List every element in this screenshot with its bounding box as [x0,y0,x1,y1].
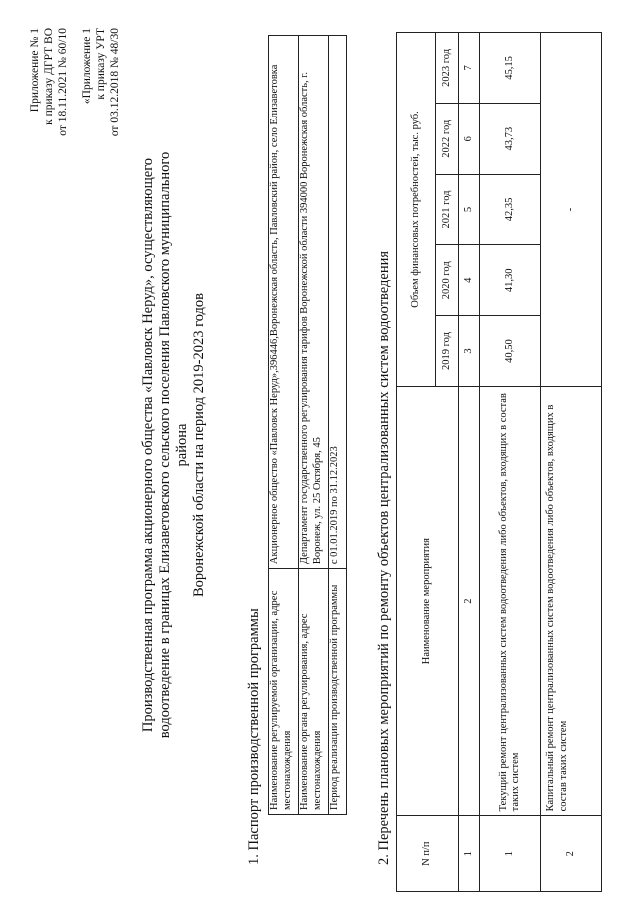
passport-value: с 01.01.2019 по 31.12.2023 [329,36,347,569]
section-1-title: 1. Паспорт производственной программы [246,608,262,865]
index-cell: 6 [459,103,480,174]
row-name: Текущий ремонт централизованных систем водоотведения либо объектов, входящих в состав таких систем [480,386,541,815]
row-num: 1 [480,816,541,892]
title-line-1: Производственная программа акционерного общества «Павловск Неруд», осуществляющего [140,157,156,733]
passport-row [299,36,329,815]
header-year: 2022 год [436,103,459,174]
index-cell: 3 [459,316,480,387]
row-value: 40,50 [480,316,541,387]
index-row [459,33,480,892]
passport-row [329,36,347,815]
index-cell: 7 [459,33,480,104]
document-title [140,135,208,755]
passport-row [269,36,299,815]
row-name: Капитальный ремонт централизованных систем водоотведения либо объектов, входящих в состав таких систем [541,386,602,815]
appendix-1-line-3: от 18.11.2021 № 60/10 [57,28,69,136]
row-value: 41,30 [480,245,541,316]
header-year: 2023 год [436,33,459,104]
measures-table [396,32,602,892]
appendix-2-note [80,28,122,268]
appendix-1-line-2: к приказу ДГРТ ВО [43,28,55,125]
passport-label: Период реализации производственной программы [329,569,347,815]
header-row [397,33,436,892]
passport-label: Наименование органа регулирования, адрес местонахождения [299,569,329,815]
passport-label: Наименование регулируемой организации, адрес местонахождения [269,569,299,815]
header-num: N п/п [397,816,459,892]
title-line-2: водоотведение в границах Елизаветовского сельского поселения Павловского муниципального района [157,151,190,739]
row-value: 42,35 [480,174,541,245]
passport-value: Акционерное общество «Павловск Неруд»,396446,Воронежская область, Павловский район, село Елизаветовка [269,36,299,569]
index-cell: 2 [459,386,480,815]
passport-value: Департамент государственного регулирования тарифов Воронежской области 394000 Воронежская область, г. Воронеж, ул. 25 Октября, 45 [299,36,329,569]
index-cell: 4 [459,245,480,316]
table-row [541,33,602,892]
passport-table [268,35,347,815]
header-year: 2020 год [436,245,459,316]
index-cell: 5 [459,174,480,245]
index-cell: 1 [459,816,480,892]
section-2-title: 2. Перечень плановых мероприятий по ремонту объектов централизованных систем водоотведения [376,250,392,865]
table-row [480,33,541,892]
header-name: Наименование мероприятия [397,386,459,815]
header-year: 2019 год [436,316,459,387]
header-year: 2021 год [436,174,459,245]
appendix-1-line-1: Приложение № 1 [29,28,41,113]
row-dash: - [541,33,602,387]
row-value: 43,73 [480,103,541,174]
title-line-3: Воронежской области на период 2019-2023 годов [191,292,207,598]
appendix-1-note [28,28,70,268]
row-value: 45,15 [480,33,541,104]
appendix-2-line-1: «Приложение 1 [81,28,93,105]
row-num: 2 [541,816,602,892]
appendix-2-line-3: от 03.12.2018 № 48/30 [109,28,121,137]
header-volume: Объем финансовых потребностей, тыс. руб. [397,33,436,387]
appendix-2-line-2: к приказу УРТ [95,28,107,100]
